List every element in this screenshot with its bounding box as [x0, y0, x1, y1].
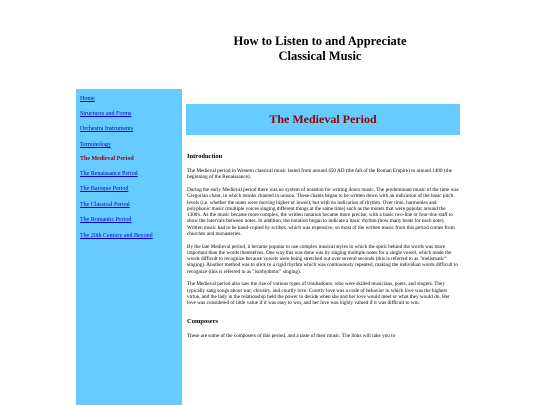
page-title: The Medieval Period: [269, 112, 377, 126]
sidebar-item-structures-and-forms[interactable]: Structures and Forms: [80, 111, 132, 117]
sidebar-item-20th-century[interactable]: The 20th Century and Beyond: [80, 233, 153, 239]
site-title-line-2: Classical Music: [278, 49, 362, 63]
sidebar-item-romantic[interactable]: The Romantic Period: [80, 217, 132, 223]
sidebar-item-renaissance[interactable]: The Renaissance Period: [80, 171, 138, 177]
sidebar-item-home[interactable]: Home: [80, 96, 95, 102]
sidebar-item-orchestra-instruments[interactable]: Orchestra Instruments: [80, 126, 134, 132]
sidebar-item-terminology[interactable]: Terminology: [80, 142, 111, 148]
troubadours-paragraph: The Medieval period also saw the rise of various types of troubadours, who were skilled musicians, poets, and singers. They typically sang songs about war, chivalry, and courtly love. Courtly love was a code of behavior in which love was the highest virtue, and the lady in the relationship held the power to decide when she and her love would meet or what they would do. Her love was considered of little value if it was easy to win, and her love was highly valued if it was difficult to win.: [187, 281, 450, 306]
late-medieval-paragraph: By the late Medieval period, it became popular to use complex musical styles in which the spirit behind the words was more important than the words themselves. One way this was done was by singing multiple notes for a single vowel, which made the words difficult to recognize because vowels were being stretched out over several seconds (this is referred to as "melismatic" singing). Another method was to stick to a rigid rhythm which was continuously repeated, making the individual words difficult to recognize (this is referred to as "isorhythmic" singing).: [187, 243, 458, 275]
intro-paragraph: The Medieval period in Western classical music lasted from around 450 AD (the fall of the Roman Empire) to around 1400 (the beginning of the Renaissance).: [187, 168, 452, 181]
composers-heading: Composers: [187, 318, 219, 326]
introduction-heading: Introduction: [187, 153, 223, 160]
sidebar-nav: [76, 89, 182, 405]
composers-intro: These are some of the composers of this period, and a taste of their music. The links will take you to: [187, 333, 396, 340]
sidebar-item-medieval-current: The Medieval Period: [80, 156, 134, 162]
site-title: [180, 34, 460, 64]
sidebar-item-baroque[interactable]: The Baroque Period: [80, 186, 129, 192]
main-content: [187, 153, 459, 346]
notation-paragraph: During the early Medieval period there was no system of notation for writing down music. The predominant music of the time was Gregorian chant, in which monks chanted in unison. These chants began to be written down with an indication of the basic pitch levels (i.e. whether the notes were moving higher or lower), but with no indication of rhythm. Over time, harmonies and polyphonic music (multiple voices singing different things at the same time) such as the motets that were popular around the 1300's. As the music became more complex, the written notation became more precise, with a basic two-line or four-line staff to show the intervals between notes. In addition, the notation began to indicate a basic rhythm (how many beats for each note). Written music had to be hand-copied by scribes, which was expensive, so most of the written music from this period comes from churches and monasteries.: [187, 187, 459, 237]
page-heading-banner: [186, 104, 460, 135]
site-title-line-1: How to Listen to and Appreciate: [233, 34, 407, 48]
sidebar-item-classical[interactable]: The Classical Period: [80, 202, 130, 208]
